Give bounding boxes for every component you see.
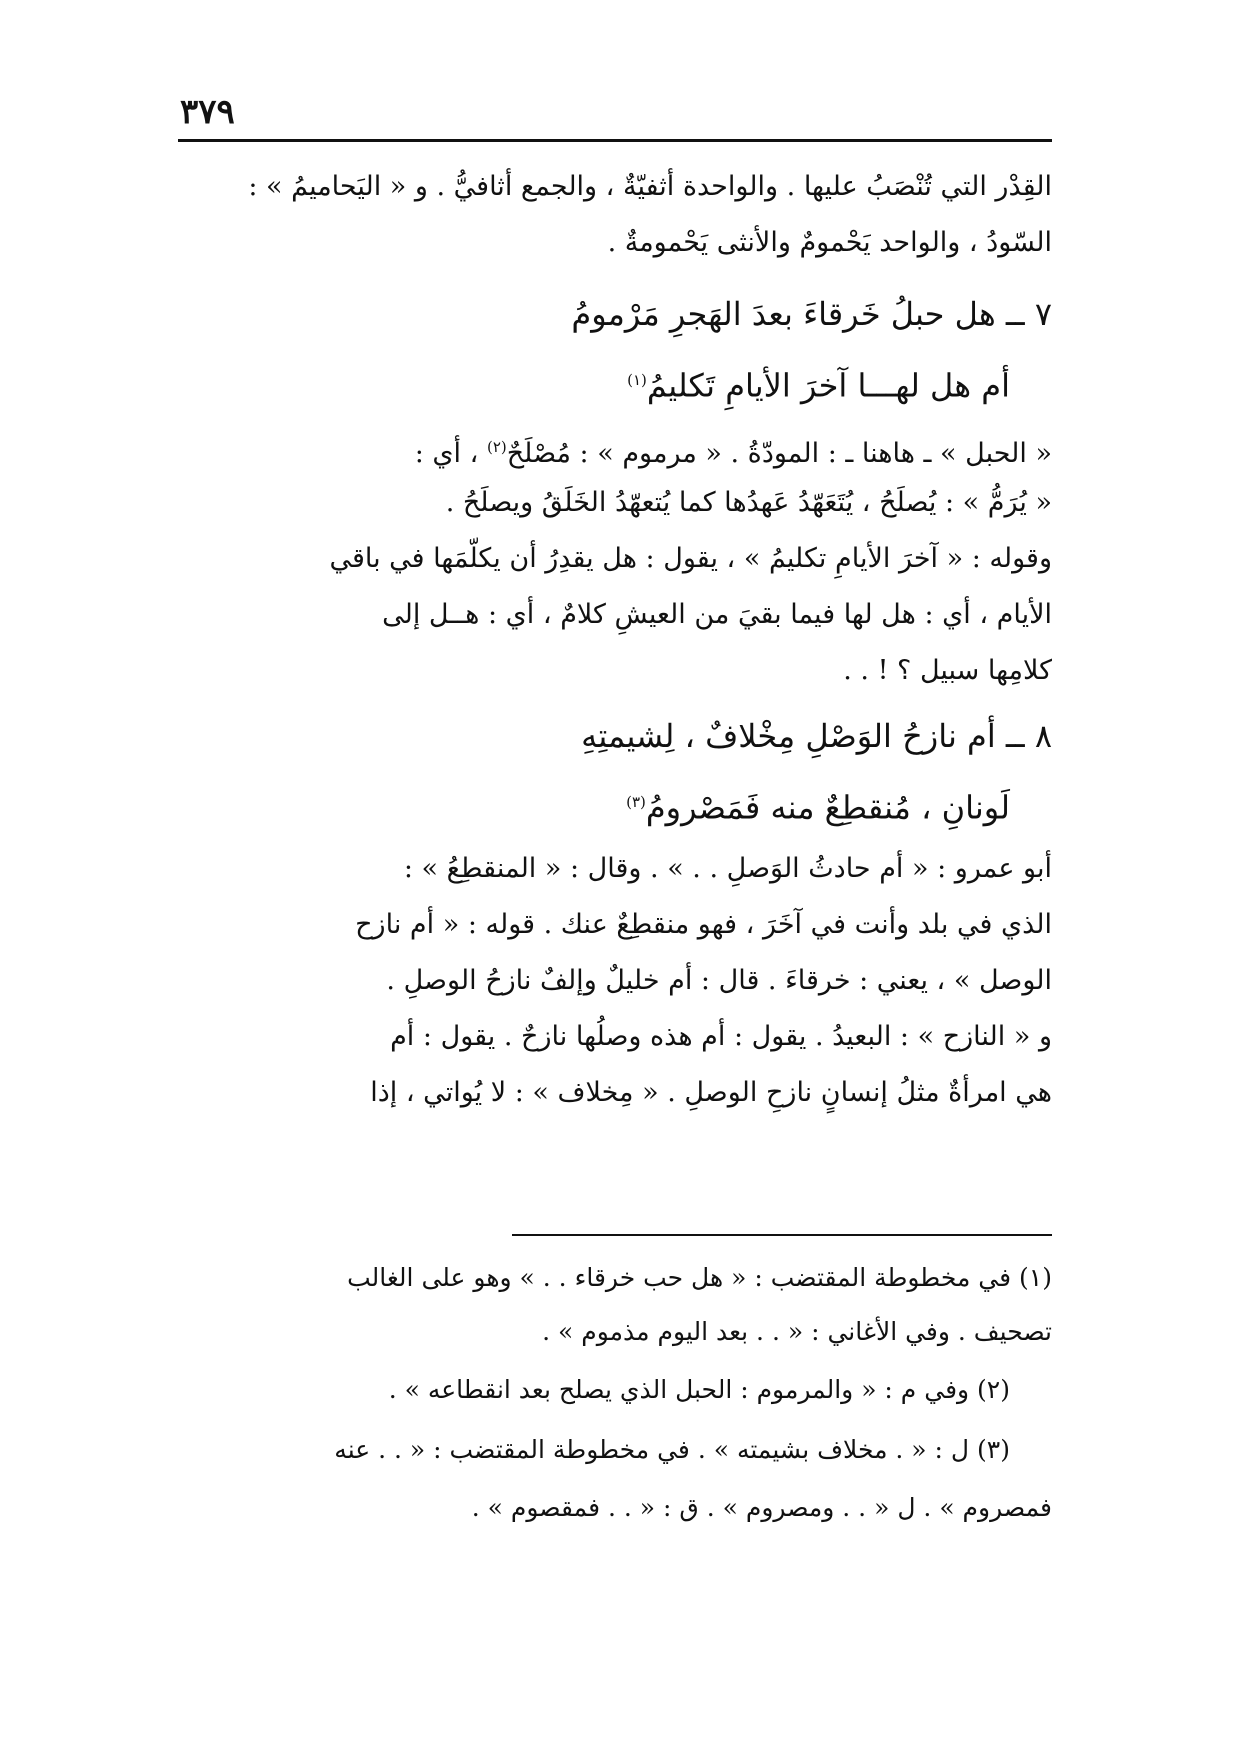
verse-7-second-hemistich — [627, 352, 1010, 414]
footnote-mark: (٣) — [626, 793, 646, 811]
footnote-1-line: تصحيف . وفي الأغاني : « . . بعد اليوم مذموم » . — [542, 1317, 1052, 1346]
footnote-mark: (٢) — [486, 438, 507, 456]
text-line: وقوله : « آخرَ الأيامِ تكليمُ » ، يقول : هل يقدِرُ أن يكلّمَها في باقي — [329, 543, 1052, 574]
footnote-2-line: (٢) وفي م : « والمرموم : الحبل الذي يصلح بعد انقطاعه » . — [388, 1375, 1010, 1404]
text-line: الوصل » ، يعني : خرقاءَ . قال : أم خليلٌ وإلفٌ نازحُ الوصلِ . — [386, 965, 1052, 996]
footnote-1-line: (١) في مخطوطة المقتضب : « هل حب خرقاء . . » وهو على الغالب — [347, 1263, 1052, 1292]
text-line: كلامِها سبيل ؟ ! . . — [843, 655, 1052, 686]
header-rule — [178, 139, 1052, 142]
footnote-3-line: فمصروم » . ل « . . ومصروم » . ق : « . . فمقصوم » . — [471, 1493, 1052, 1522]
main-text — [178, 150, 1052, 1220]
text-line: و « النازح » : البعيدُ . يقول : أم هذه وصلُها نازحٌ . يقول : أم — [390, 1021, 1052, 1052]
footnote-3-line: (٣) ل : « . مخلاف بشيمته » . في مخطوطة المقتضب : « . . عنه — [334, 1435, 1010, 1464]
text-segment: ، أي : — [414, 438, 479, 469]
footnote-mark: (١) — [627, 371, 647, 389]
text-segment: « الحبل » ـ هاهنا ـ : المودّةُ . « مرموم » : مُصْلَحٌ — [506, 438, 1052, 469]
text-line: القِدْر التي تُنْصَبُ عليها . والواحدة أثفيّةٌ ، والجمع أثافيُّ . و « اليَحاميمُ » : — [248, 171, 1052, 202]
text-line: السّودُ ، والواحد يَحْمومٌ والأنثى يَحْمومةٌ . — [607, 227, 1052, 258]
verse-text: أم هل لهـــا آخرَ الأيامِ تَكليمُ — [646, 366, 1010, 405]
text-line: « يُرَمُّ » : يُصلَحُ ، يُتَعَهّدُ عَهدُها كما يُتعهّدُ الخَلَقُ ويصلَحُ . — [445, 487, 1052, 518]
verse-8-first-hemistich: ٨ ــ أم نازحُ الوَصْلِ مِخْلافٌ ، لِشيمتِهِ — [581, 717, 1052, 755]
text-line: الذي في بلد وأنت في آخَرَ ، فهو منقطِعٌ عنك . قوله : « أم نازح — [355, 909, 1052, 940]
text-line: أبو عمرو : « أم حادثُ الوَصلِ . . » . وقال : « المنقطِعُ » : — [403, 853, 1052, 884]
text-line: الأيام ، أي : هل لها فيما بقيَ من العيشِ كلامٌ ، أي : هــل إلى — [382, 599, 1052, 630]
footnotes — [178, 1245, 1052, 1575]
verse-text: لَونانِ ، مُنقطِعٌ منه فَمَصْرومُ — [645, 788, 1010, 827]
text-line: هي امرأةٌ مثلُ إنسانٍ نازحِ الوصلِ . « مِخلاف » : لا يُواتي ، إذا — [370, 1077, 1052, 1108]
text-line — [415, 422, 1052, 479]
page-number: ٣٧٩ — [180, 92, 235, 132]
verse-7-first-hemistich: ٧ ــ هل حبلُ خَرقاءَ بعدَ الهَجرِ مَرْمومُ — [571, 295, 1052, 333]
footnote-rule — [512, 1234, 1052, 1236]
verse-8-second-hemistich — [626, 774, 1010, 836]
